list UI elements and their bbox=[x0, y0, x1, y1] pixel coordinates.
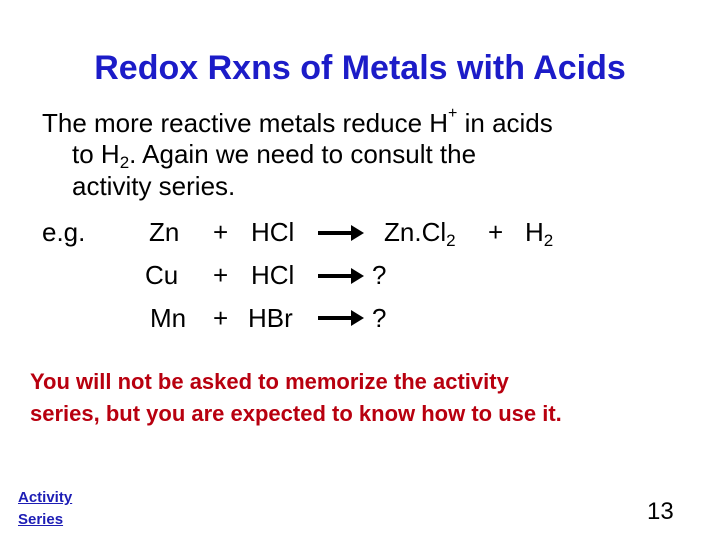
reactant-metal: Cu bbox=[145, 260, 179, 290]
reactant-acid: HCl bbox=[251, 217, 295, 247]
page-number: 13 bbox=[647, 498, 674, 525]
reactant-metal: Zn bbox=[149, 217, 180, 247]
hydrogen-product bbox=[525, 217, 553, 249]
plus-sign: + bbox=[213, 217, 229, 247]
reaction-arrow-icon bbox=[318, 316, 352, 320]
intro-line-2 bbox=[42, 139, 702, 171]
intro-text: in acids bbox=[457, 108, 553, 138]
product bbox=[384, 217, 456, 249]
activity-series-link[interactable] bbox=[18, 487, 72, 531]
example-label: e.g. bbox=[42, 217, 86, 247]
reactant-acid: HCl bbox=[251, 260, 295, 290]
note-line: You will not be asked to memorize the activity bbox=[30, 369, 509, 394]
plus-sign: + bbox=[488, 217, 504, 247]
plus-sign: + bbox=[213, 260, 229, 290]
unknown-product: ? bbox=[372, 260, 387, 290]
note-line: series, but you are expected to know how to use it. bbox=[30, 401, 562, 426]
product-text: Zn.Cl bbox=[384, 217, 447, 247]
subscript: 2 bbox=[543, 231, 554, 250]
slide-title: Redox Rxns of Metals with Acids bbox=[94, 49, 626, 87]
intro-line-1 bbox=[42, 105, 702, 139]
intro-paragraph bbox=[42, 105, 702, 202]
plus-sign: + bbox=[213, 303, 229, 333]
link-text: Activity bbox=[18, 489, 73, 506]
memorize-note bbox=[30, 366, 720, 430]
unknown-product: ? bbox=[372, 303, 387, 333]
intro-text: The more reactive metals reduce H bbox=[42, 108, 449, 138]
intro-text: to H bbox=[72, 139, 120, 169]
subscript: 2 bbox=[446, 231, 456, 250]
reactant-acid: HBr bbox=[248, 303, 293, 333]
reaction-arrow-icon bbox=[318, 231, 352, 235]
intro-line-3: activity series. bbox=[72, 171, 236, 201]
reaction-arrow-icon bbox=[318, 274, 352, 278]
reactant-metal: Mn bbox=[150, 303, 187, 333]
product-text: H bbox=[525, 217, 544, 247]
charge-superscript: + bbox=[448, 105, 458, 122]
link-text: Series bbox=[18, 511, 64, 528]
intro-text: . Again we need to consult the bbox=[129, 139, 477, 169]
subscript: 2 bbox=[119, 153, 130, 172]
